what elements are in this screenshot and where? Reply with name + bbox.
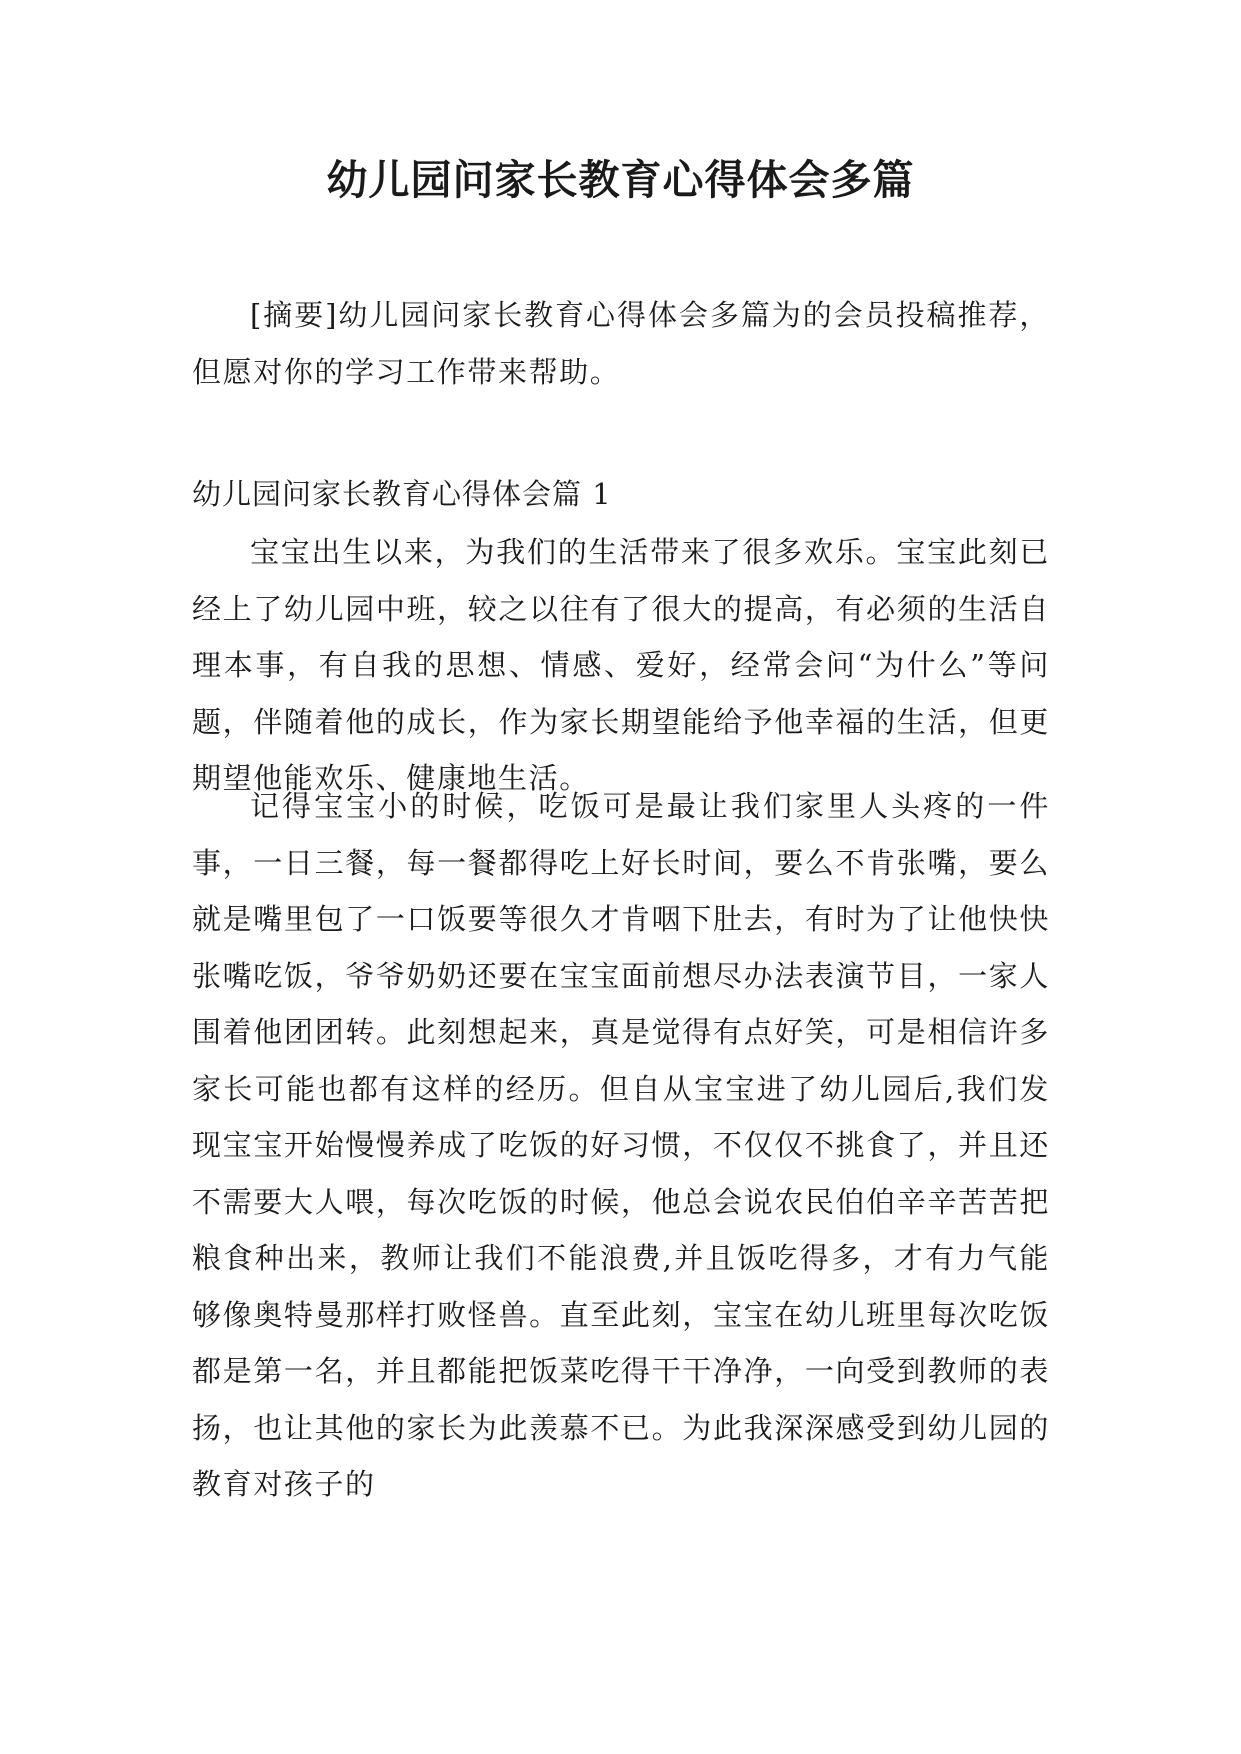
- abstract-text: [摘要]幼儿园问家长教育心得体会多篇为的会员投稿推荐，但愿对你的学习工作带来帮助。: [192, 298, 1050, 389]
- paragraph-text: 宝宝出生以来，为我们的生活带来了很多欢乐。宝宝此刻已经上了幼儿园中班，较之以往有了很大的提高，有必须的生活自理本事，有自我的思想、情感、爱好，经常会问“为什么”等问题，伴随着他的成长，作为家长期望能给予他幸福的生活，但更期望他能欢乐、健康地生活。: [192, 535, 1050, 795]
- section-heading: 幼儿园问家长教育心得体会篇 1: [192, 477, 612, 511]
- body-paragraph-2: [192, 778, 1050, 1513]
- body-paragraph-1: [192, 524, 1050, 807]
- document-title: 幼儿园问家长教育心得体会多篇: [326, 156, 915, 204]
- abstract-paragraph: [192, 287, 1050, 400]
- paragraph-text: 记得宝宝小的时候，吃饭可是最让我们家里人头疼的一件事，一日三餐，每一餐都得吃上好长时间，要么不肯张嘴，要么就是嘴里包了一口饭要等很久才肯咽下肚去，有时为了让他快快张嘴吃饭，爷爷奶奶还要在宝宝面前想尽办法表演节目，一家人围着他团团转。此刻想起来，真是觉得有点好笑，可是相信许多家长可能也都有这样的经历。但自从宝宝进了幼儿园后,我们发现宝宝开始慢慢养成了吃饭的好习惯，不仅仅不挑食了，并且还不需要大人喂，每次吃饭的时候，他总会说农民伯伯辛辛苦苦把粮食种出来，教师让我们不能浪费,并且饭吃得多，才有力气能够像奥特曼那样打败怪兽。直至此刻，宝宝在幼儿班里每次吃饭都是第一名，并且都能把饭菜吃得干干净净，一向受到教师的表扬，也让其他的家长为此羡慕不已。为此我深深感受到幼儿园的教育对孩子的: [192, 789, 1050, 1501]
